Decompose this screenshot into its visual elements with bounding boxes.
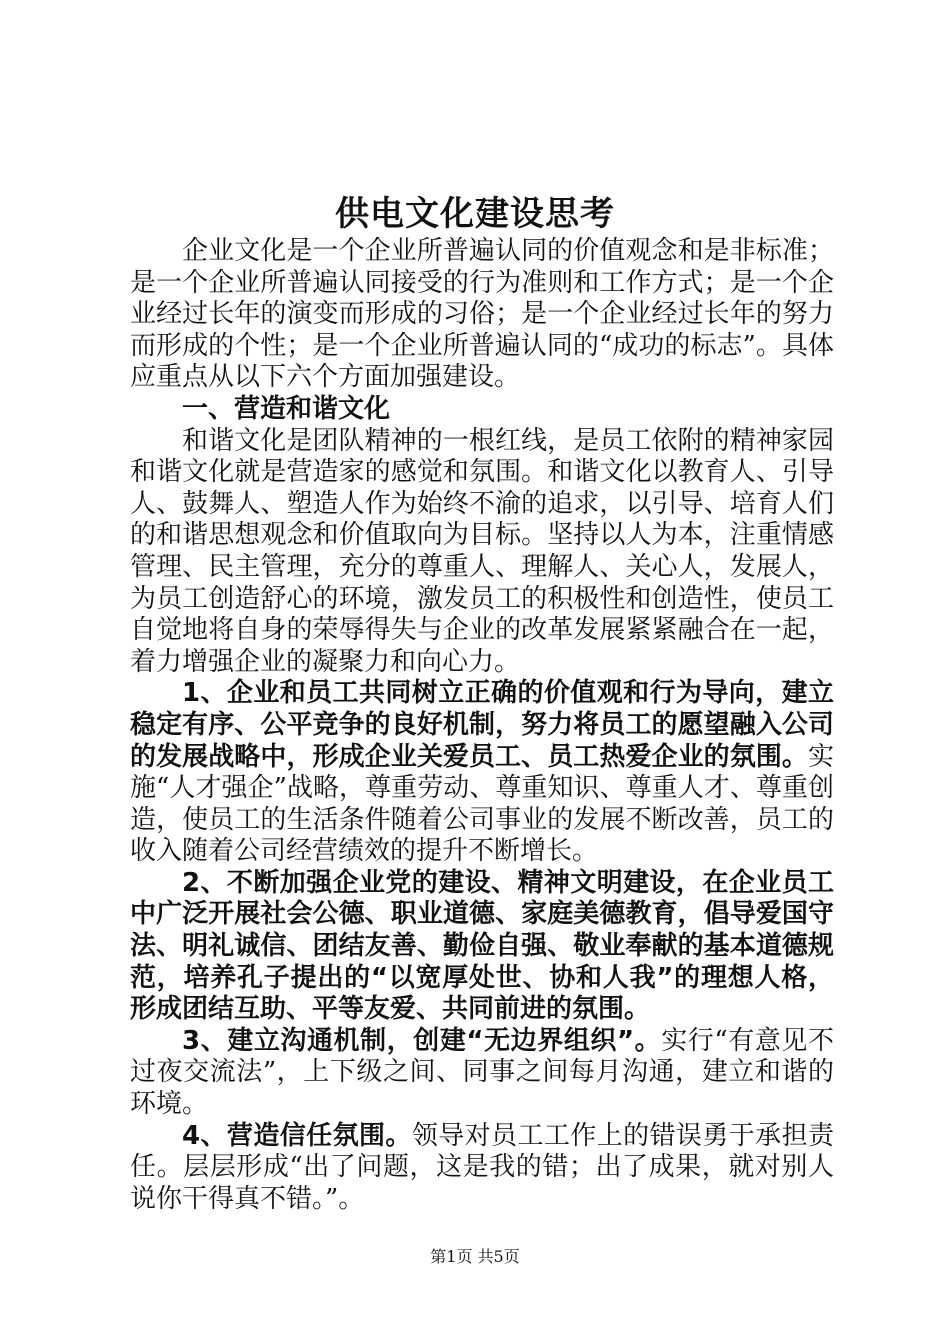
list-item-2-lead: 2、不断加强企业党的建设、精神文明建设，在企业员工中广泛开展社会公德、职业道德、家庭美德教育，倡导爱国守法、明礼诚信、团结友善、勤俭自强、敬业奉献的基本道德规范，培养孔子提出的“以宽厚处世、协和人我”的理想人格，形成团结互助、平等友爱、共同前进的氛围。 [130,867,834,1025]
intro-paragraph: 企业文化是一个企业所普遍认同的价值观念和是非标准；是一个企业所普遍认同接受的行为准则和工作方式；是一个企业经过长年的演变而形成的习俗；是一个企业经过长年的努力而形成的个性；是一个企业所普遍认同的“成功的标志”。具体应重点从以下六个方面加强建设。 [130,236,834,393]
list-item-3-lead: 3、建立沟通机制，创建“无边界组织”。 [182,1025,662,1056]
list-item-4 [130,1121,834,1216]
list-item-4-lead: 4、营造信任氛围。 [182,1120,412,1151]
document-title: 供电文化建设思考 [335,194,615,234]
list-item-3-text: 实行“有意见不过夜交流法”，上下级之间、同事之间每月沟通，建立和谐的环境。 [130,1025,834,1120]
page-footer: 第1页 共5页 [430,1247,520,1266]
list-item-1-lead: 1、企业和员工共同树立正确的价值观和行为导向，建立稳定有序、公平竞争的良好机制，努力将员工的愿望融入公司的发展战略中，形成企业关爱员工、员工热爱企业的氛围。 [130,678,834,772]
list-item-3 [130,1026,834,1121]
list-item-4-text: 领导对员工工作上的错误勇于承担责任。层层形成“出了问题，这是我的错；出了成果，就对别人说你干得真不错。”。 [130,1120,834,1214]
list-item-1-text: 实施“人才强企”战略，尊重劳动、尊重知识、尊重人才、尊重创造，使员工的生活条件随着公司事业的发展不断改善，员工的收入随着公司经营绩效的提升不断增长。 [130,741,834,867]
document-body [130,236,834,1215]
section-heading: 一、营造和谐文化 [182,393,391,424]
list-item-2 [130,868,834,1026]
section-paragraph: 和谐文化是团队精神的一根红线，是员工依附的精神家园和谐文化就是营造家的感觉和氛围。和谐文化以教育人、引导人、鼓舞人、塑造人作为始终不渝的追求，以引导、培育人们的和谐思想观念和价值取向为目标。坚持以人为本，注重情感管理、民主管理，充分的尊重人、理解人、关心人，发展人，为员工创造舒心的环境，激发员工的积极性和创造性，使员工自觉地将自身的荣辱得失与企业的改革发展紧紧融合在一起，着力增强企业的凝聚力和向心力。 [130,425,834,677]
list-item-1 [130,678,834,868]
